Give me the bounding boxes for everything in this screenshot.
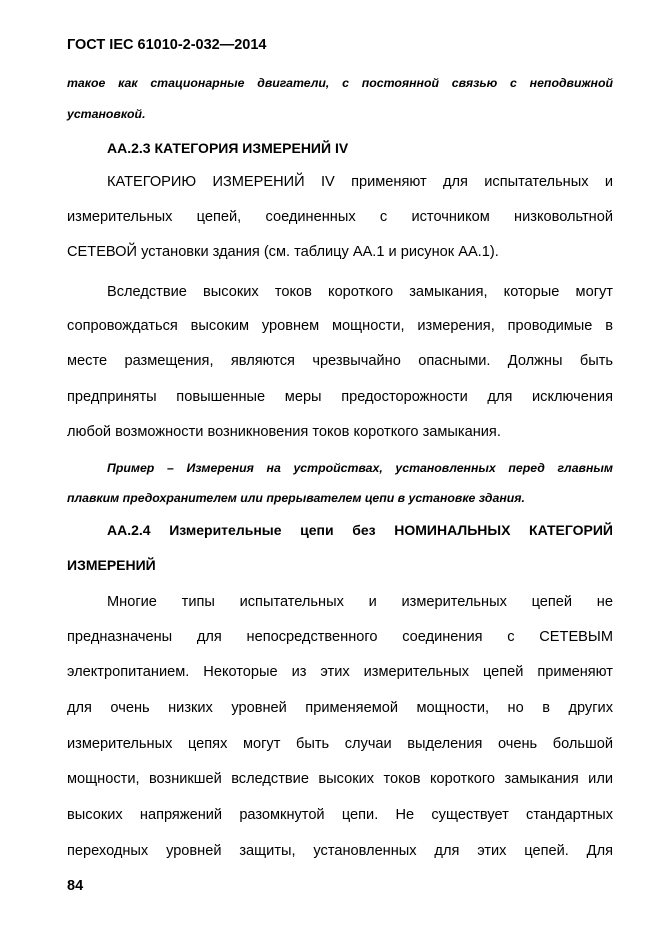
- paragraph-line: для очень низких уровней применяемой мощности, но в других: [67, 700, 613, 716]
- example-line-2: плавким предохранителем или прерывателем цепи в установке здания.: [67, 491, 525, 505]
- paragraph-line: Вследствие высоких токов короткого замыкания, которые могут: [107, 284, 613, 300]
- document-header: ГОСТ IEC 61010-2-032—2014: [67, 37, 267, 53]
- paragraph-line: измерительных цепей, соединенных с источником низковольтной: [67, 209, 613, 225]
- paragraph-line: измерительных цепях могут быть случаи выделения очень большой: [67, 736, 613, 752]
- paragraph-line: любой возможности возникновения токов короткого замыкания.: [67, 424, 501, 440]
- paragraph-line: сопровождаться высоким уровнем мощности, измерения, проводимые в: [67, 318, 613, 334]
- paragraph-line: переходных уровней защиты, установленных для этих цепей. Для: [67, 843, 613, 859]
- paragraph-line: высоких напряжений разомкнутой цепи. Не существует стандартных: [67, 807, 613, 823]
- paragraph-line: предприняты повышенные меры предосторожности для исключения: [67, 389, 613, 405]
- paragraph-line: мощности, возникшей вследствие высоких токов короткого замыкания или: [67, 771, 613, 787]
- continuation-line-2: установкой.: [67, 107, 146, 121]
- continuation-line-1: такое как стационарные двигатели, с постоянной связью с неподвижной: [67, 76, 613, 90]
- section-heading-aa23: АА.2.3 КАТЕГОРИЯ ИЗМЕРЕНИЙ IV: [107, 140, 349, 156]
- paragraph-line: КАТЕГОРИЮ ИЗМЕРЕНИЙ IV применяют для испытательных и: [107, 174, 613, 190]
- paragraph-line: Многие типы испытательных и измерительных цепей не: [107, 594, 613, 610]
- section-heading-aa24-line-1: АА.2.4 Измерительные цепи без НОМИНАЛЬНЫХ КАТЕГОРИЙ: [107, 522, 613, 538]
- paragraph-line: месте размещения, являются чрезвычайно опасными. Должны быть: [67, 353, 613, 369]
- page-number: 84: [67, 878, 84, 894]
- paragraph-line: электропитанием. Некоторые из этих измерительных цепей применяют: [67, 664, 613, 680]
- example-line-1: Пример – Измерения на устройствах, установленных перед главным: [107, 461, 613, 475]
- paragraph-line: предназначены для непосредственного соединения с СЕТЕВЫМ: [67, 629, 613, 645]
- paragraph-line: СЕТЕВОЙ установки здания (см. таблицу АА.1 и рисунок АА.1).: [67, 244, 499, 260]
- section-heading-aa24-line-2: ИЗМЕРЕНИЙ: [67, 557, 156, 573]
